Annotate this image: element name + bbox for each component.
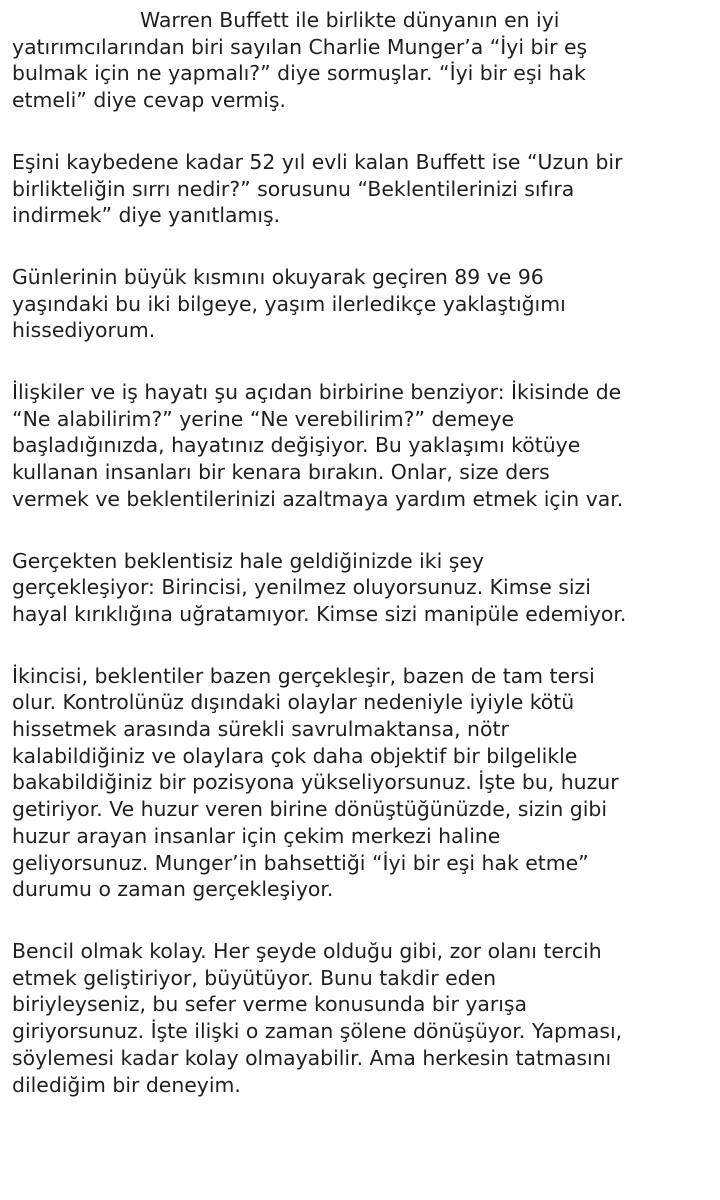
text-line: yaşındaki bu iki bilgeye, yaşım ilerledikçe yaklaştığımı <box>12 291 566 316</box>
text-line: hissetmek arasında sürekli savrulmaktansa, nötr <box>12 717 509 742</box>
paragraph-5 <box>12 548 706 628</box>
text-line: söylemesi kadar kolay olmayabilir. Ama herkesin tatmasını <box>12 1045 612 1070</box>
text-line: hissediyorum. <box>12 318 156 343</box>
text-line: dilediğim bir deneyim. <box>12 1072 241 1097</box>
text-line: durumu o zaman gerçekleşiyor. <box>12 877 334 902</box>
text-line: Warren Buffett ile birlikte dünyanın en iyi <box>140 8 560 32</box>
text-line: bulmak için ne yapmalı?” diye sormuşlar. “İyi bir eşi hak <box>12 61 586 86</box>
text-line: Günlerinin büyük kısmını okuyarak geçiren 89 ve 96 <box>12 264 544 289</box>
text-line: olur. Kontrolünüz dışındaki olaylar nedeniyle iyiyle kötü <box>12 690 575 715</box>
text-line: Bencil olmak kolay. Her şeyde olduğu gibi, zor olanı tercih <box>12 938 602 963</box>
text-line: biriyleyseniz, bu sefer verme konusunda bir yarışa <box>12 992 528 1017</box>
text-line: etmeli” diye cevap vermiş. <box>12 88 287 113</box>
text-line: huzur arayan insanlar için çekim merkezi haline <box>12 823 501 848</box>
paragraph-7 <box>12 938 706 1098</box>
text-line: birlikteliğin sırrı nedir?” sorusunu “Beklentilerinizi sıfıra <box>12 176 575 201</box>
text-line: vermek ve beklentilerinizi azaltmaya yardım etmek için var. <box>12 486 624 511</box>
paragraph-2 <box>12 149 706 229</box>
text-line: İlişkiler ve iş hayatı şu açıdan birbirine benziyor: İkisinde de <box>12 380 622 405</box>
paragraph-3 <box>12 264 706 344</box>
text-line: gerçekleşiyor: Birincisi, yenilmez oluyorsunuz. Kimse sizi <box>12 575 591 600</box>
paragraph-4 <box>12 379 706 513</box>
text-line: başladığınızda, hayatınız değişiyor. Bu yaklaşımı kötüye <box>12 433 581 458</box>
text-line: hayal kırıklığına uğratamıyor. Kimse sizi manipüle edemiyor. <box>12 601 627 626</box>
text-line: kalabildiğiniz ve olaylara çok daha objektif bir bilgelikle <box>12 743 578 768</box>
text-line: giriyorsunuz. İşte ilişki o zaman şölene dönüşüyor. Yapması, <box>12 1019 623 1044</box>
text-line: indirmek” diye yanıtlamış. <box>12 203 281 228</box>
text-line: yatırımcılarından biri sayılan Charlie Munger’a “İyi bir eş <box>12 34 588 59</box>
text-line: bakabildiğiniz bir pozisyona yükseliyorsunuz. İşte bu, huzur <box>12 770 619 795</box>
text-line: kullanan insanları bir kenara bırakın. Onlar, size ders <box>12 460 550 485</box>
text-line: geliyorsunuz. Munger’in bahsettiği “İyi bir eşi hak etme” <box>12 850 589 875</box>
paragraph-1 <box>12 7 706 114</box>
text-line: “Ne alabilirim?” yerine “Ne verebilirim?” demeye <box>12 406 514 431</box>
text-line: Eşini kaybedene kadar 52 yıl evli kalan Buffett ise “Uzun bir <box>12 149 623 174</box>
text-line: etmek geliştiriyor, büyütüyor. Bunu takdir eden <box>12 965 497 990</box>
text-line: getiriyor. Ve huzur veren birine dönüştüğünüzde, sizin gibi <box>12 797 608 822</box>
text-line: İkincisi, beklentiler bazen gerçekleşir, bazen de tam tersi <box>12 663 595 688</box>
text-line: Gerçekten beklentisiz hale geldiğinizde iki şey <box>12 548 484 573</box>
paragraph-6 <box>12 663 706 903</box>
